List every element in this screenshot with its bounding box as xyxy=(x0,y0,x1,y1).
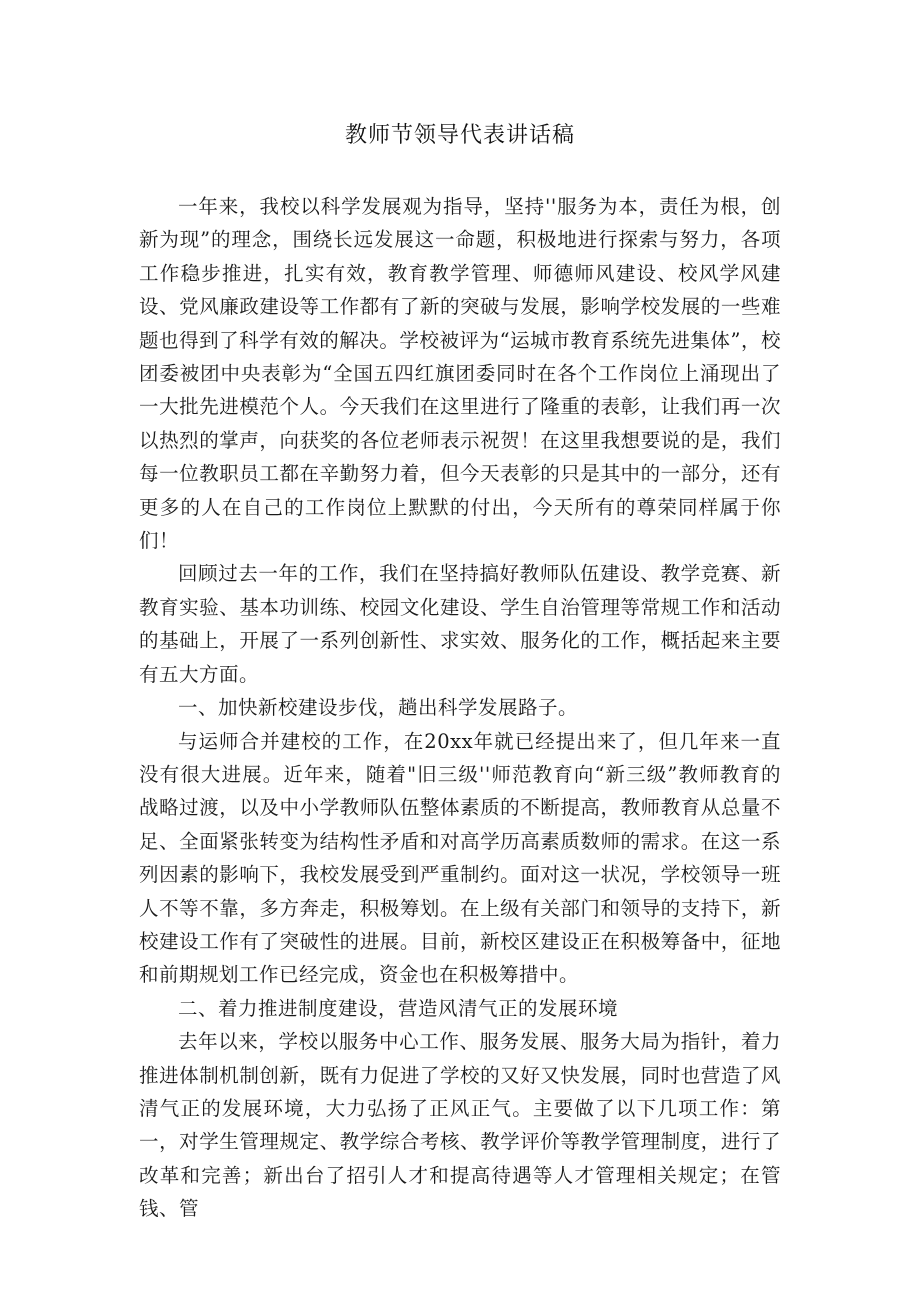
document-body xyxy=(139,190,781,1226)
section-heading-1: 一、加快新校建设步伐，趟出科学发展路子。 xyxy=(178,696,579,720)
paragraph-institution: 去年以来，学校以服务中心工作、服务发展、服务大局为指针，着力推进体制机制创新，既有力促进了学校的又好又快发展，同时也营造了风清气正的发展环境，大力弘扬了正风正气。主要做了以下几项工作：第一，对学生管理规定、教学综合考核、教学评价等教学管理制度，进行了改革和完善；新出台了招引人才和提高待遇等人才管理相关规定；在管钱、管 xyxy=(139,1030,781,1221)
document-title: 教师节领导代表讲话稿 xyxy=(344,123,575,148)
section-heading-2: 二、着力推进制度建设，营造风清气正的发展环境 xyxy=(178,996,619,1020)
paragraph-new-campus: 与运师合并建校的工作，在20xx年就已经提出来了，但几年来一直没有很大进展。近年来，随着"旧三级''师范教育向“新三级”教师教育的战略过渡，以及中小学教师队伍整体素质的不断提高，教师教育从总量不足、全面紧张转变为结构性矛盾和对高学历高素质数师的需求。在这一系列因素的影响下，我校发展受到严重制约。面对这一状况，学校领导一班人不等不靠，多方奔走，积极筹划。在上级有关部门和领导的支持下，新校建设工作有了突破性的进展。目前，新校区建设正在积极筹备中，征地和前期规划工作已经完成，资金也在积极筹措中。 xyxy=(139,729,781,987)
paragraph-review: 回顾过去一年的工作，我们在坚持搞好教师队伍建设、教学竞赛、新教育实验、基本功训练、校园文化建设、学生自治管理等常规工作和活动的基础上，开展了一系列创新性、求实效、服务化的工作，概括起来主要有五大方面。 xyxy=(139,562,781,686)
paragraph-intro: 一年来，我校以科学发展观为指导，坚持''服务为本，责任为根，创新为现”的理念，围绕长远发展这一命题，积极地进行探索与努力，各项工作稳步推进，扎实有效，教育教学管理、师德师风建设、校风学风建设、党风廉政建设等工作都有了新的突破与发展，影响学校发展的一些难题也得到了科学有效的解决。学校被评为“运城市教育系统先进集体”，校团委被团中央表彰为“全国五四红旗团委同时在各个工作岗位上涌现出了一大批先进模范个人。今天我们在这里进行了隆重的表彰，让我们再一次以热烈的掌声，向获奖的各位老师表示祝贺！在这里我想要说的是，我们每一位教职员工都在辛勤努力着，但今天表彰的只是其中的一部分，还有更多的人在自己的工作岗位上默默的付出，今天所有的尊荣同样属于你们！ xyxy=(139,195,781,553)
